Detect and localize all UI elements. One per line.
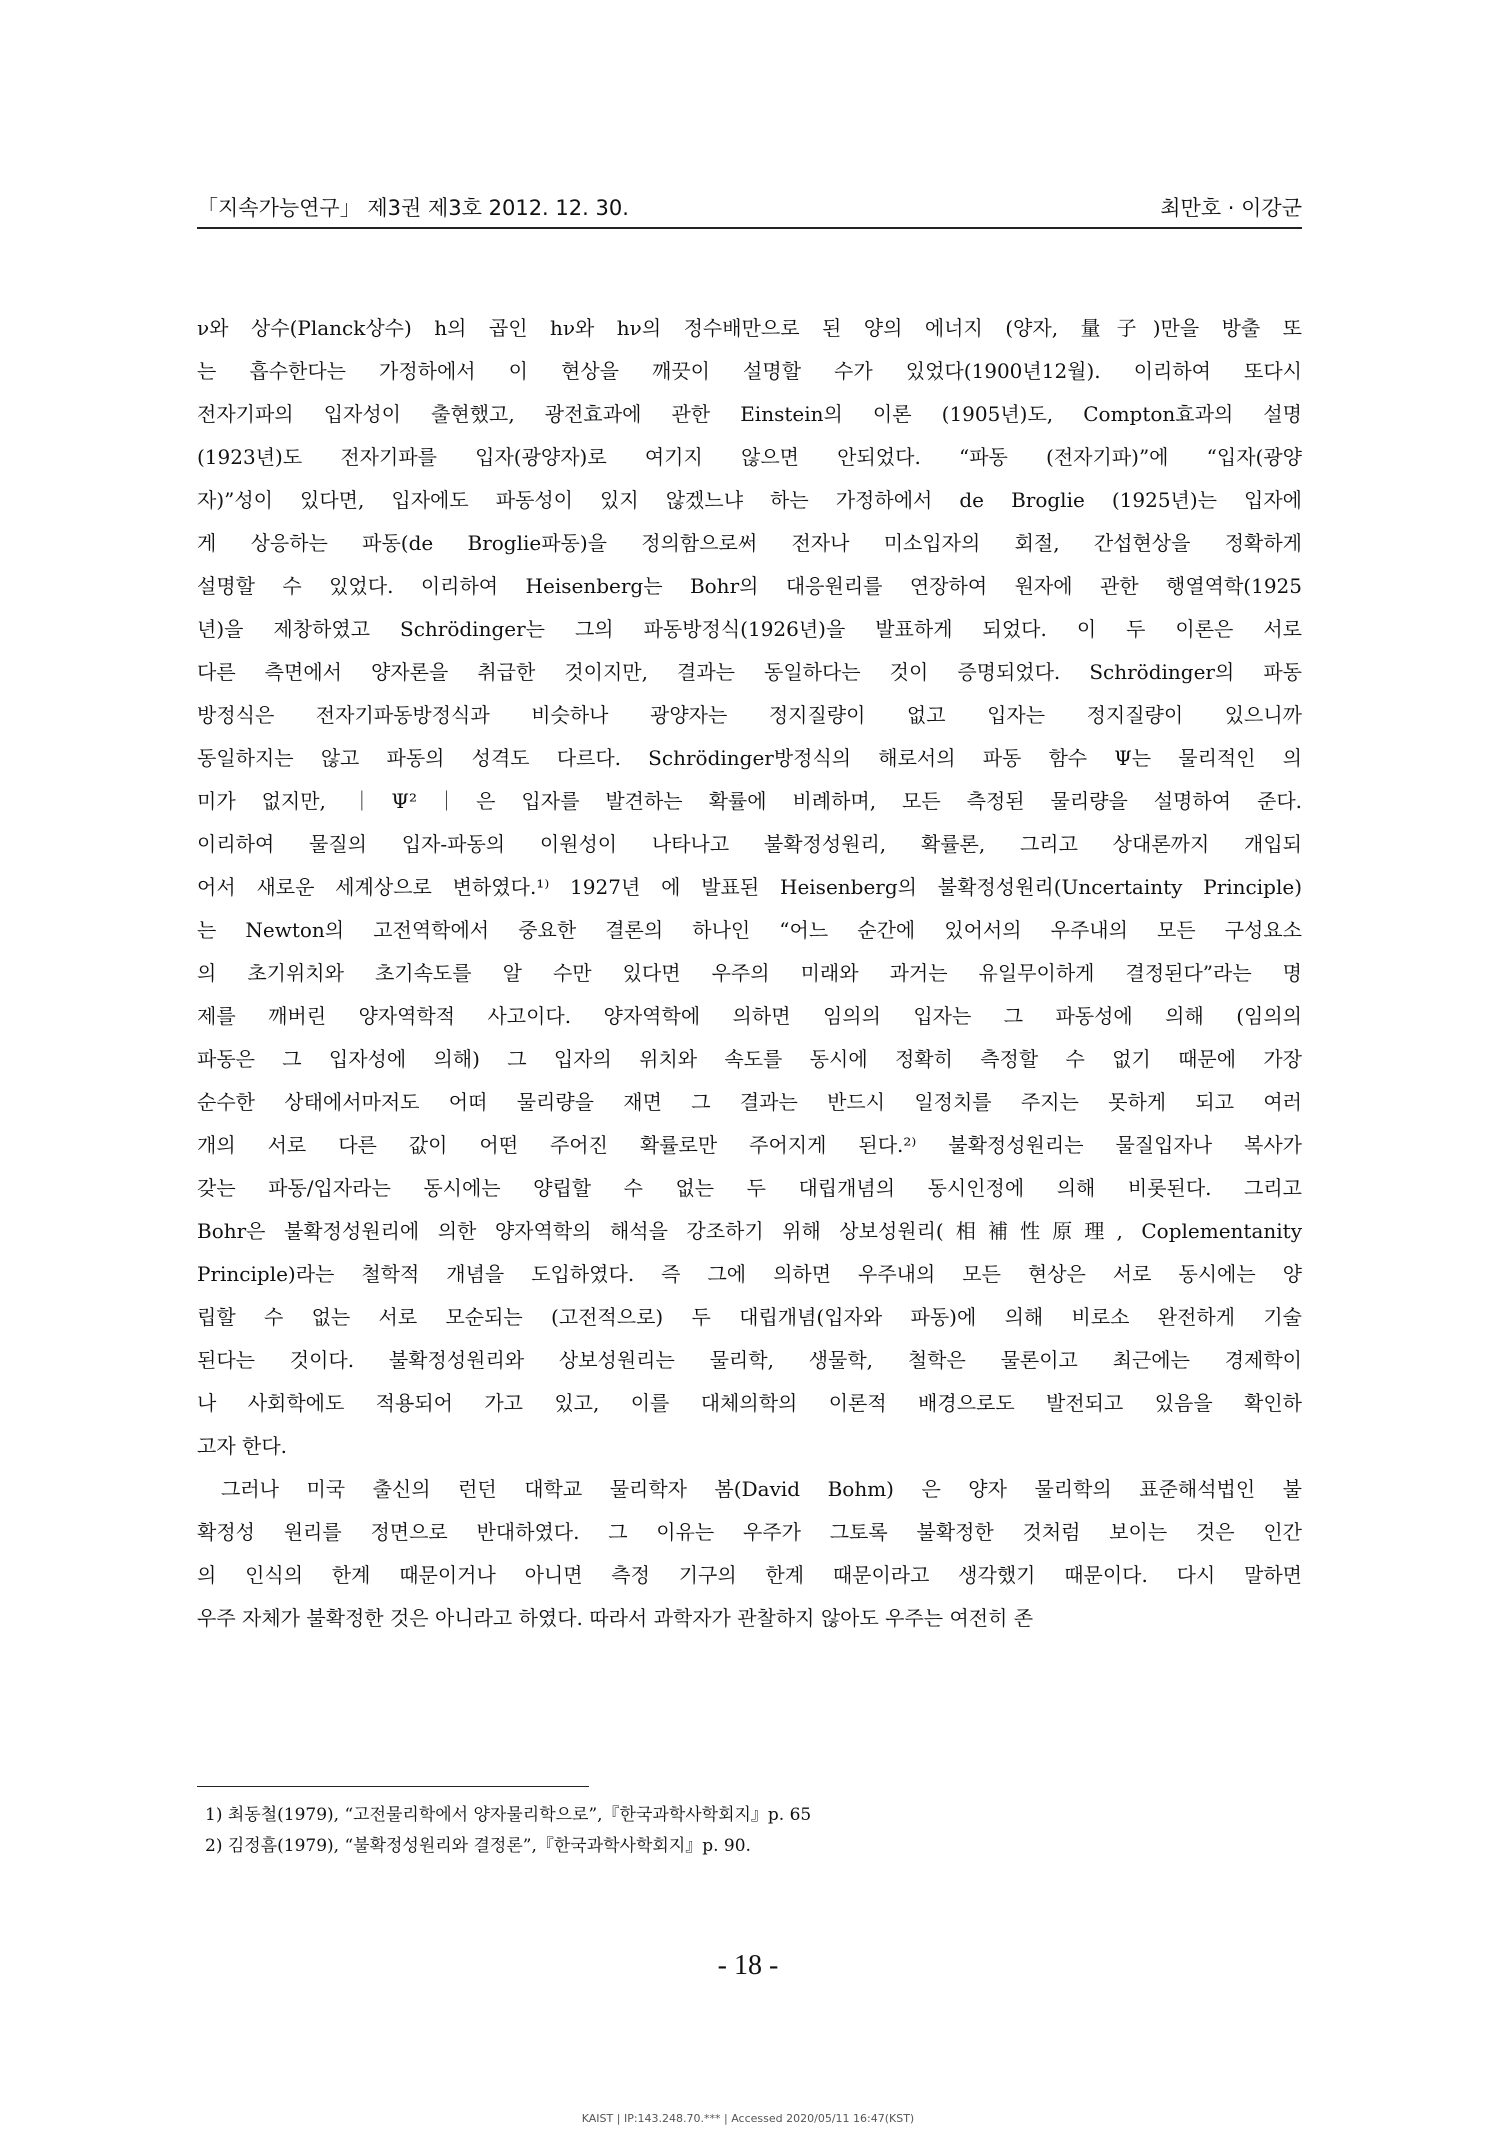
text-line: 전자기파의 입자성이 출현했고, 광전효과에 관한 Einstein의 이론 (1905년)도, Compton효과의 설명 (197, 402, 1302, 426)
access-watermark: KAIST | IP:143.248.70.*** | Accessed 2020/05/11 16:47(KST) (581, 2112, 915, 2125)
text-line: 순수한 상태에서마저도 어떠 물리량을 재면 그 결과는 반드시 일정치를 주지는 못하게 되고 여러 (197, 1090, 1302, 1114)
text-line: 동일하지는 않고 파동의 성격도 다르다. Schrödinger방정식의 해로서의 파동 함수 Ψ는 물리적인 의 (197, 746, 1302, 770)
text-line: 방정식은 전자기파동방정식과 비슷하나 광양자는 정지질량이 없고 입자는 정지질량이 있으니까 (197, 703, 1302, 727)
text-line: 파동은 그 입자성에 의해) 그 입자의 위치와 속도를 동시에 정확히 측정할 수 없기 때문에 가장 (197, 1047, 1302, 1071)
text-line: 제를 깨버린 양자역학적 사고이다. 양자역학에 의하면 임의의 입자는 그 파동성에 의해 (임의의 (197, 1004, 1302, 1028)
text-line: 자)”성이 있다면, 입자에도 파동성이 있지 않겠느냐 하는 가정하에서 de Broglie (1925년)는 입자에 (197, 488, 1302, 512)
text-line: 우주 자체가 불확정한 것은 아니라고 하였다. 따라서 과학자가 관찰하지 않아도 우주는 여전히 존 (197, 1606, 1034, 1630)
page-number: - 18 - (717, 1950, 779, 1981)
text-line: 어서 새로운 세계상으로 변하였다.¹⁾ 1927년 에 발표된 Heisenberg의 불확정성원리(Uncertainty Principle) (197, 875, 1302, 899)
header-divider (197, 227, 1302, 229)
author-names: 최만호 · 이강군 (1160, 196, 1302, 220)
text-line: 립할 수 없는 서로 모순되는 (고전적으로) 두 대립개념(입자와 파동)에 의해 비로소 완전하게 기술 (197, 1305, 1302, 1329)
text-line: 의 인식의 한계 때문이거나 아니면 측정 기구의 한계 때문이라고 생각했기 때문이다. 다시 말하면 (197, 1563, 1302, 1587)
text-line: 이리하여 물질의 입자-파동의 이원성이 나타나고 불확정성원리, 확률론, 그리고 상대론까지 개입되 (197, 832, 1302, 856)
text-line: Principle)라는 철학적 개념을 도입하였다. 즉 그에 의하면 우주내의 모든 현상은 서로 동시에는 양 (197, 1262, 1302, 1286)
text-line: 갖는 파동/입자라는 동시에는 양립할 수 없는 두 대립개념의 동시인정에 의해 비롯된다. 그리고 (197, 1176, 1302, 1200)
text-line: 설명할 수 있었다. 이리하여 Heisenberg는 Bohr의 대응원리를 연장하여 원자에 관한 행열역학(1925 (197, 574, 1302, 598)
running-header (197, 192, 1302, 222)
text-line: 는 Newton의 고전역학에서 중요한 결론의 하나인 “어느 순간에 있어서의 우주내의 모든 구성요소 (197, 918, 1302, 942)
text-line: (1923년)도 전자기파를 입자(광양자)로 여기지 않으면 안되었다. “파동 (전자기파)”에 “입자(광양 (197, 445, 1302, 469)
footnotes (205, 1800, 1205, 1862)
text-line: ν와 상수(Planck상수) h의 곱인 hν와 hν의 정수배만으로 된 양의 에너지 (양자, 量子)만을 방출 또 (197, 316, 1302, 340)
text-line: 된다는 것이다. 불확정성원리와 상보성원리는 물리학, 생물학, 철학은 물론이고 최근에는 경제학이 (197, 1348, 1302, 1372)
text-line: 다른 측면에서 양자론을 취급한 것이지만, 결과는 동일하다는 것이 증명되었다. Schrödinger의 파동 (197, 660, 1302, 684)
footnote-divider (197, 1786, 589, 1787)
text-line: Bohr은 불확정성원리에 의한 양자역학의 해석을 강조하기 위해 상보성원리(相補性原理, Coplementanity (197, 1219, 1302, 1243)
footnote-1: 1) 최동철(1979), “고전물리학에서 양자물리학으로”,『한국과학사학회지』p. 65 (205, 1805, 812, 1825)
body-text (197, 307, 1302, 1640)
journal-citation: 「지속가능연구」 제3권 제3호 2012. 12. 30. (197, 196, 629, 220)
text-line: 고자 한다. (197, 1434, 287, 1458)
text-line: 개의 서로 다른 값이 어떤 주어진 확률로만 주어지게 된다.²⁾ 불확정성원리는 물질입자나 복사가 (197, 1133, 1302, 1157)
text-line: 나 사회학에도 적용되어 가고 있고, 이를 대체의학의 이론적 배경으로도 발전되고 있음을 확인하 (197, 1391, 1302, 1415)
text-line: 의 초기위치와 초기속도를 알 수만 있다면 우주의 미래와 과거는 유일무이하게 결정된다”라는 명 (197, 961, 1302, 985)
text-line: 그러나 미국 출신의 런던 대학교 물리학자 봄(David Bohm) 은 양자 물리학의 표준해석법인 불 (221, 1477, 1302, 1501)
text-line: 미가 없지만, ｜Ψ²｜은 입자를 발견하는 확률에 비례하며, 모든 측정된 물리량을 설명하여 준다. (197, 789, 1302, 813)
text-line: 게 상응하는 파동(de Broglie파동)을 정의함으로써 전자나 미소입자의 회절, 간섭현상을 정확하게 (197, 531, 1302, 555)
text-line: 는 흡수한다는 가정하에서 이 현상을 깨끗이 설명할 수가 있었다(1900년12월). 이리하여 또다시 (197, 359, 1302, 383)
text-line: 년)을 제창하였고 Schrödinger는 그의 파동방정식(1926년)을 발표하게 되었다. 이 두 이론은 서로 (197, 617, 1302, 641)
footnote-2: 2) 김정흠(1979), “불확정성원리와 결정론”,『한국과학사학회지』p. 90. (205, 1836, 751, 1856)
text-line: 확정성 원리를 정면으로 반대하였다. 그 이유는 우주가 그토록 불확정한 것처럼 보이는 것은 인간 (197, 1520, 1302, 1544)
